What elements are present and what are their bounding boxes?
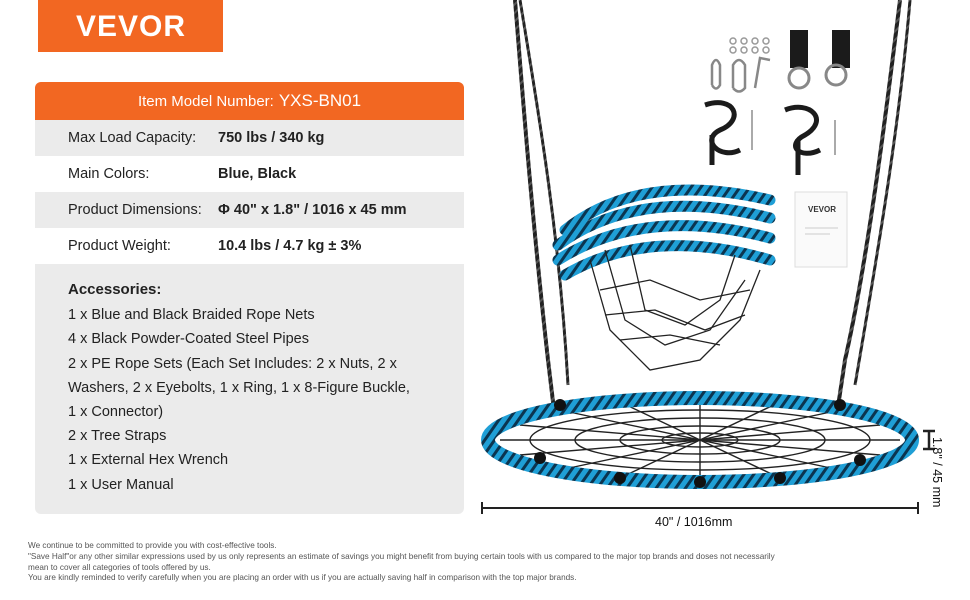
accessory-item: 2 x PE Rope Sets (Each Set Includes: 2 x Nuts, 2 x — [68, 355, 397, 372]
footnote-line: "Save Half"or any other similar expressions used by us only represents an estimate of savings you might benefit from buying certain tools with us compared to the major top brands and doses not necessarily — [28, 551, 775, 561]
spec-value: 10.4 lbs / 4.7 kg ± 3% — [218, 238, 362, 254]
width-dimension-line — [482, 502, 918, 514]
spec-label: Max Load Capacity: — [68, 130, 197, 146]
tree-strap-icon — [789, 30, 850, 88]
spare-net — [590, 245, 760, 370]
svg-text:VEVOR: VEVOR — [75, 10, 186, 43]
rope-coil-icon — [705, 103, 820, 175]
spec-row — [35, 192, 464, 228]
spec-value: Φ 40" x 1.8" / 1016 x 45 mm — [218, 202, 407, 218]
accessories-section — [35, 264, 464, 497]
footnote-line: We continue to be committed to provide you with cost-effective tools. — [28, 541, 277, 550]
accessory-item: 1 x Connector) — [68, 404, 164, 421]
model-label: Item Model Number: — [137, 92, 274, 110]
height-label: 1.8" / 45 mm — [930, 437, 944, 508]
spec-label: Main Colors: — [68, 166, 150, 182]
manual-brand: VEVOR — [808, 205, 837, 214]
footnote-line: You are kindly reminded to verify carefully when you are placing an order with us if you are actually saving half in comparison with the top major brands. — [28, 573, 577, 583]
vevor-logo-mark — [51, 6, 211, 46]
accessory-item: 1 x Blue and Black Braided Rope Nets — [68, 307, 315, 324]
disclaimer-footnote — [28, 541, 928, 584]
spec-row — [35, 120, 464, 156]
accessory-item: 1 x User Manual — [68, 476, 174, 493]
spec-row — [35, 156, 464, 192]
vevor-logo — [38, 0, 223, 52]
spec-value: Blue, Black — [218, 166, 297, 182]
accessory-item: 4 x Black Powder-Coated Steel Pipes — [68, 331, 309, 348]
product-illustration — [470, 0, 970, 540]
spec-header — [35, 82, 464, 120]
user-manual — [795, 192, 847, 267]
model-number: YXS-BN01 — [278, 91, 362, 110]
swing-seat — [488, 398, 912, 488]
width-label: 40" / 1016mm — [655, 515, 733, 529]
steel-pipes — [558, 190, 770, 275]
spec-label: Product Dimensions: — [68, 202, 202, 218]
spec-card — [35, 82, 464, 514]
accessory-item: 1 x External Hex Wrench — [68, 452, 229, 469]
spec-label: Product Weight: — [68, 238, 171, 254]
rope-right-inner — [855, 0, 910, 385]
accessory-item: 2 x Tree Straps — [68, 428, 167, 445]
hardware-kit — [705, 30, 850, 175]
spec-value: 750 lbs / 340 kg — [218, 130, 325, 146]
accessory-item: Washers, 2 x Eyebolts, 1 x Ring, 1 x 8-Figure Buckle, — [68, 379, 410, 396]
footnote-line: mean to cover all categories of tools offered by us. — [28, 562, 211, 572]
accessories-title: Accessories: — [68, 281, 162, 298]
spec-row — [35, 228, 464, 264]
